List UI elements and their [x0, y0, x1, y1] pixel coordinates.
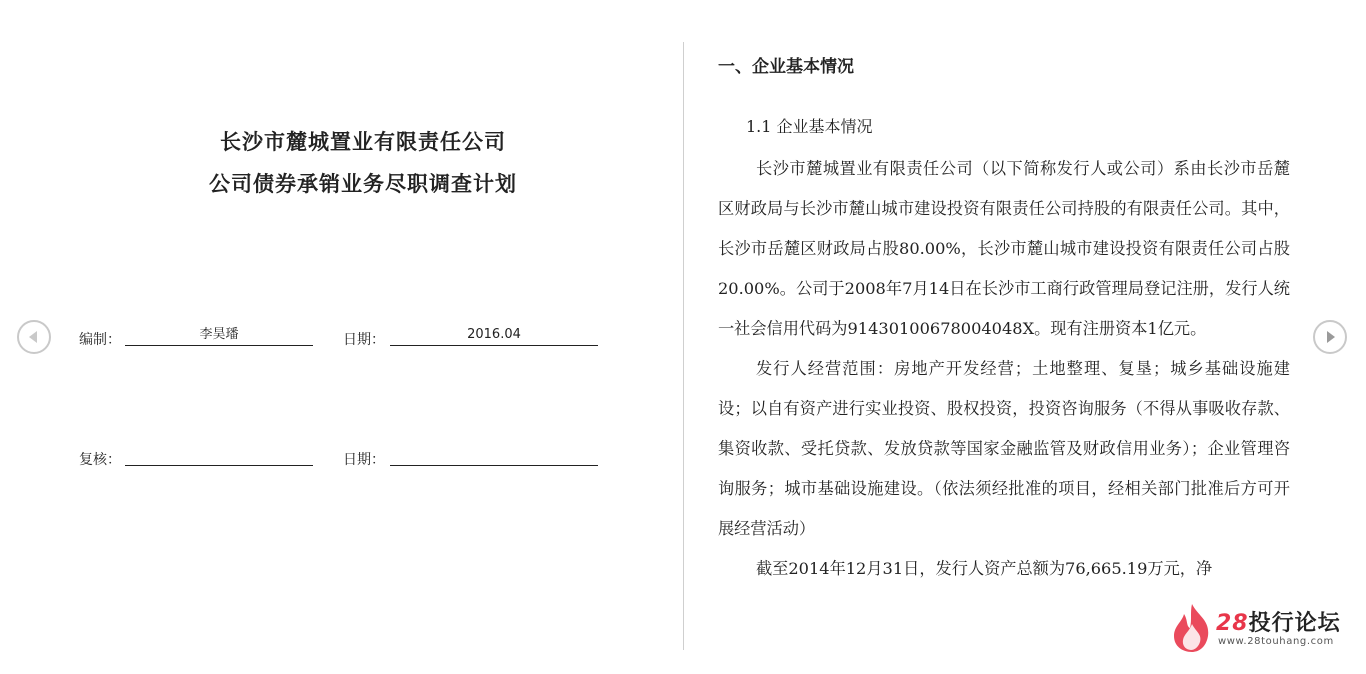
reviewed-by-value	[125, 446, 313, 466]
chevron-left-icon	[19, 322, 49, 352]
flame-logo-icon	[1168, 602, 1216, 654]
compiled-by-value: 李昊璠	[125, 326, 313, 346]
paragraph: 发行人经营范围：房地产开发经营；土地整理、复垦；城乡基础设施建设；以自有资产进行实业投资、股权投资，投资咨询服务（不得从事吸收存款、集资收款、受托贷款、发放贷款等国家金融监管及财政信用业务）；企业管理咨询服务；城市基础设施建设。（依法须经批准的项目，经相关部门批准后方可开展经营活动）	[718, 359, 1290, 538]
watermark-brand-text: 投行论坛	[1248, 611, 1341, 636]
play-right-icon	[1315, 322, 1345, 352]
next-page-button[interactable]	[1313, 320, 1347, 354]
subsection-heading: 1.1 企业基本情况	[746, 117, 873, 136]
watermark-brand-number: 28	[1216, 611, 1249, 636]
compiled-by-label: 编制：	[79, 332, 121, 348]
watermark-brand	[1216, 606, 1341, 637]
section-heading: 一、企业基本情况	[718, 57, 854, 77]
prev-page-button[interactable]	[17, 320, 51, 354]
body-text	[718, 149, 1290, 589]
date-value-1: 2016.04	[390, 326, 598, 346]
cover-title-line2: 公司债券承销业务尽职调查计划	[209, 171, 517, 196]
page-divider	[683, 42, 684, 650]
date-label-2: 日期：	[343, 452, 385, 468]
paragraph: 截至2014年12月31日，发行人资产总额为76,665.19万元，净	[756, 559, 1213, 578]
watermark-url: www.28touhang.com	[1218, 636, 1334, 647]
paragraph: 长沙市麓城置业有限责任公司（以下简称发行人或公司）系由长沙市岳麓区财政局与长沙市麓山城市建设投资有限责任公司持股的有限责任公司。其中，长沙市岳麓区财政局占股80.00%，长沙市麓山城市建设投资有限责任公司占股20.00%。公司于2008年7月14日在长沙市工商行政管理局登记注册，发行人统一社会信用代码为91430100678004048X。现有注册资本1亿元。	[718, 159, 1290, 338]
date-label-1: 日期：	[343, 332, 385, 348]
date-value-2	[390, 446, 598, 466]
cover-title-line1: 长沙市麓城置业有限责任公司	[220, 129, 506, 154]
reviewed-by-label: 复核：	[79, 452, 121, 468]
site-watermark	[1168, 602, 1348, 654]
